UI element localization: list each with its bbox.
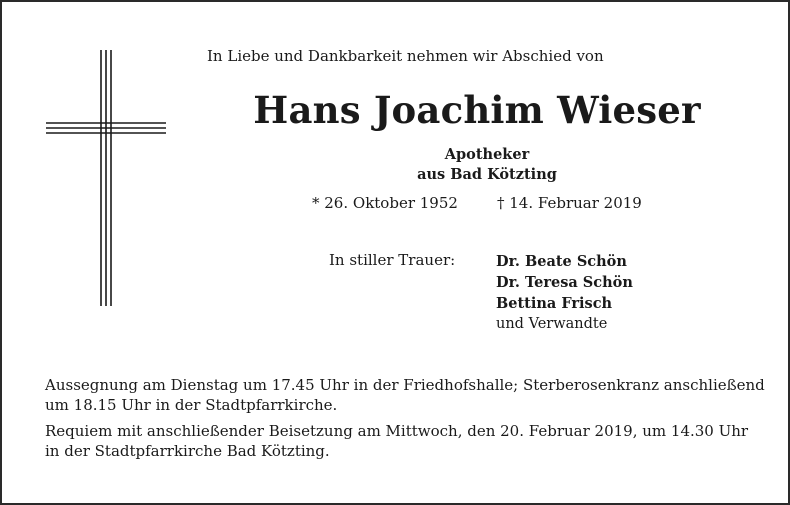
mourners-list [496, 251, 633, 335]
death-date: † 14. Februar 2019 [497, 194, 642, 212]
birth-date: * 26. Oktober 1952 [312, 194, 458, 212]
ceremony-notes [45, 375, 765, 467]
mourning-label: In stiller Trauer: [329, 251, 456, 269]
occupation: Apotheker [444, 146, 530, 163]
origin: aus Bad Kötzting [417, 166, 557, 183]
mourner: Dr. Beate Schön [496, 253, 627, 270]
intro-text: In Liebe und Dankbarkeit nehmen wir Abschied von [207, 47, 604, 65]
occupation-block [292, 145, 682, 185]
mourners-extra: und Verwandte [496, 316, 608, 332]
mourner: Bettina Frisch [496, 295, 613, 312]
ceremony-note: Aussegnung am Dienstag um 17.45 Uhr in der Friedhofshalle; Sterberosenkranz anschließend um 18.15 Uhr in der Stadtpfarrkirche. [45, 376, 765, 414]
deceased-name: Hans Joachim Wieser [253, 88, 701, 132]
cross-icon [46, 50, 166, 306]
ceremony-note: Requiem mit anschließender Beisetzung am Mittwoch, den 20. Februar 2019, um 14.30 Uhr in der Stadtpfarrkirche Bad Kötzting. [45, 422, 749, 460]
mourner: Dr. Teresa Schön [496, 274, 633, 291]
